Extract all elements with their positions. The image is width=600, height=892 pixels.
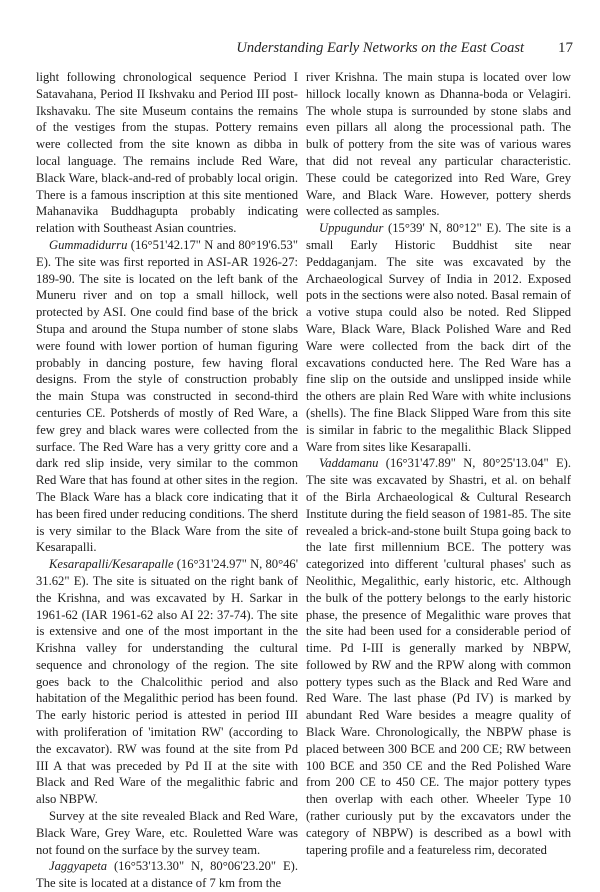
site-name: Uppugundur xyxy=(319,221,384,236)
paragraph xyxy=(306,220,571,455)
left-column xyxy=(36,69,298,892)
paragraph xyxy=(36,556,298,808)
paragraph xyxy=(36,237,298,556)
paragraph-text: (16°53'13.30" N, 80°06'23.20" E). The site is located at a distance of 7 km from the xyxy=(36,859,298,891)
site-name: Jaggyapeta xyxy=(49,859,108,874)
paragraph-text: (15°39' N, 80°12" E). The site is a small Early Historic Buddhist site near Peddaganjam. The site was excavated by the Archaeological Survey of India in 2012. Exposed pots in the sections were also noted. Basal remain of a votive stupa could also be noted. Red Slipped Ware, Black Ware, Black Polished Ware and Red Ware were collected from the back dirt of the excavations conducted here. The Red Ware has a fine slip on the outside and unslipped inside while the others are plain Red Ware with white inclusions (shells). The fine Black Slipped Ware from this site is similar in fabric to the megalithic Black Slipped Ware from sites like Kesarapalli. xyxy=(306,221,571,454)
right-column xyxy=(306,69,571,858)
paragraph-text: (16°51'42.17" N and 80°19'6.53" E). The site was first reported in ASI-AR 1926-27: 189-90. The site is located on the left bank of the Muneru river and on top a small hillock, well protected by ASI. One could find base of the brick Stupa and around the Stupa number of stone slabs were found with lower portion of human figuring probably in dancing posture, few having floral designs. From the style of construction probably the main Stupa was constructed in second-third centuries CE. Potsherds of mostly of Red Ware, a few grey and black wares were collected from the surface. The Red Ware has a very gritty core and a dark red slip inside, very similar to the common Red Ware that has found at other sites in the region. The Black Ware has a black core indicating that it has been fired under reducing conditions. The sherd is very similar to the Black Ware from the site of Kesarapalli. xyxy=(36,237,298,555)
paragraph xyxy=(36,858,298,892)
paragraph-text: (16°31'24.97" N, 80°46' 31.62" E). The site is situated on the right bank of the Krishna, and was excavated by H. Sarkar in 1961-62 (IAR 1961-62 also AI 22: 37-74). The site is extensive and one of the most important in the Krishna valley for understanding the cultural sequence and chronology of the region. The site goes back to the Chalcolithic period and also habitation of the Megalithic period has been found. The early historic period is attested in period III with proliferation of 'imitation RW' (according to the excavator). RW was found at the site from Pd III A that was preceded by Pd II at the site with Black and Red Ware of the megalithic fabric and also NBPW. xyxy=(36,557,298,807)
paragraph-text: river Krishna. The main stupa is located over low hillock locally known as Dhanna-boda or Velagiri. The whole stupa is surrounded by stone slabs and even pillars all along the processional path. The bulk of pottery from the site was of various wares that did not reveal any particular characteristic. These could be categorized into Red Ware, Grey Ware, and Black Ware. However, pottery sherds were collected as samples. xyxy=(306,70,571,219)
running-head: Understanding Early Networks on the East Coast xyxy=(236,40,524,56)
site-name: Kesarapalli/Kesarapalle xyxy=(49,557,174,572)
site-name: Gummadidurru xyxy=(49,237,128,252)
paragraph-text: (16°31'47.89" N, 80°25'13.04" E). The site was excavated by Shastri, et al. on behalf of the Birla Archaeological & Cultural Research Institute during the field season of 1981-85. The site revealed a brick-and-stone built Stupa going back to the late first millennium BCE. The pottery was categorized into different 'cultural phases' such as Neolithic, Megalithic, early historic, etc. Although the bulk of the pottery belongs to the early historic phase, the presence of Megalithic ware proves that the site had been used for a considerable period of time. Pd I-III is generally marked by NBPW, followed by RW and the RPW along with common pottery types such as the Black and Red Ware and Red Ware. The last phase (Pd IV) is marked by abundant Red Ware besides a meagre quality of Black Ware. Chronologically, the NBPW phase is placed between 300 BCE and 200 CE; RW between 100 BCE and 350 CE and the Red Polished Ware from 200 CE to 450 CE. The major pottery types then overlap with each other. Wheeler Type 10 (rather curiously put by the excavators under the category of NBPW) is described as a bowl with tapering profile and a featureless rim, decorated xyxy=(306,456,571,857)
paragraph xyxy=(36,69,298,237)
paragraph-text: light following chronological sequence Period I Satavahana, Period II Ikshvaku and Period III post-Ikshavaku. The site Museum contains the remains of the vestiges from the stupas. Pottery remains were collected from the site known as dibba in local language. The remains include Red Ware, Black Ware, black-and-red of probably local origin. There is a famous inscription at this site mentioned Mahanavika Buddhagupta probably indicating relation with Southeast Asian countries. xyxy=(36,70,298,236)
page-number: 17 xyxy=(558,40,573,56)
site-name: Vaddamanu xyxy=(319,456,379,471)
paragraph xyxy=(36,808,298,858)
paragraph-text: Survey at the site revealed Black and Red Ware, Black Ware, Grey Ware, etc. Rouletted Ware was not found on the surface by the survey team. xyxy=(36,809,298,857)
paragraph xyxy=(306,455,571,858)
paragraph xyxy=(306,69,571,220)
